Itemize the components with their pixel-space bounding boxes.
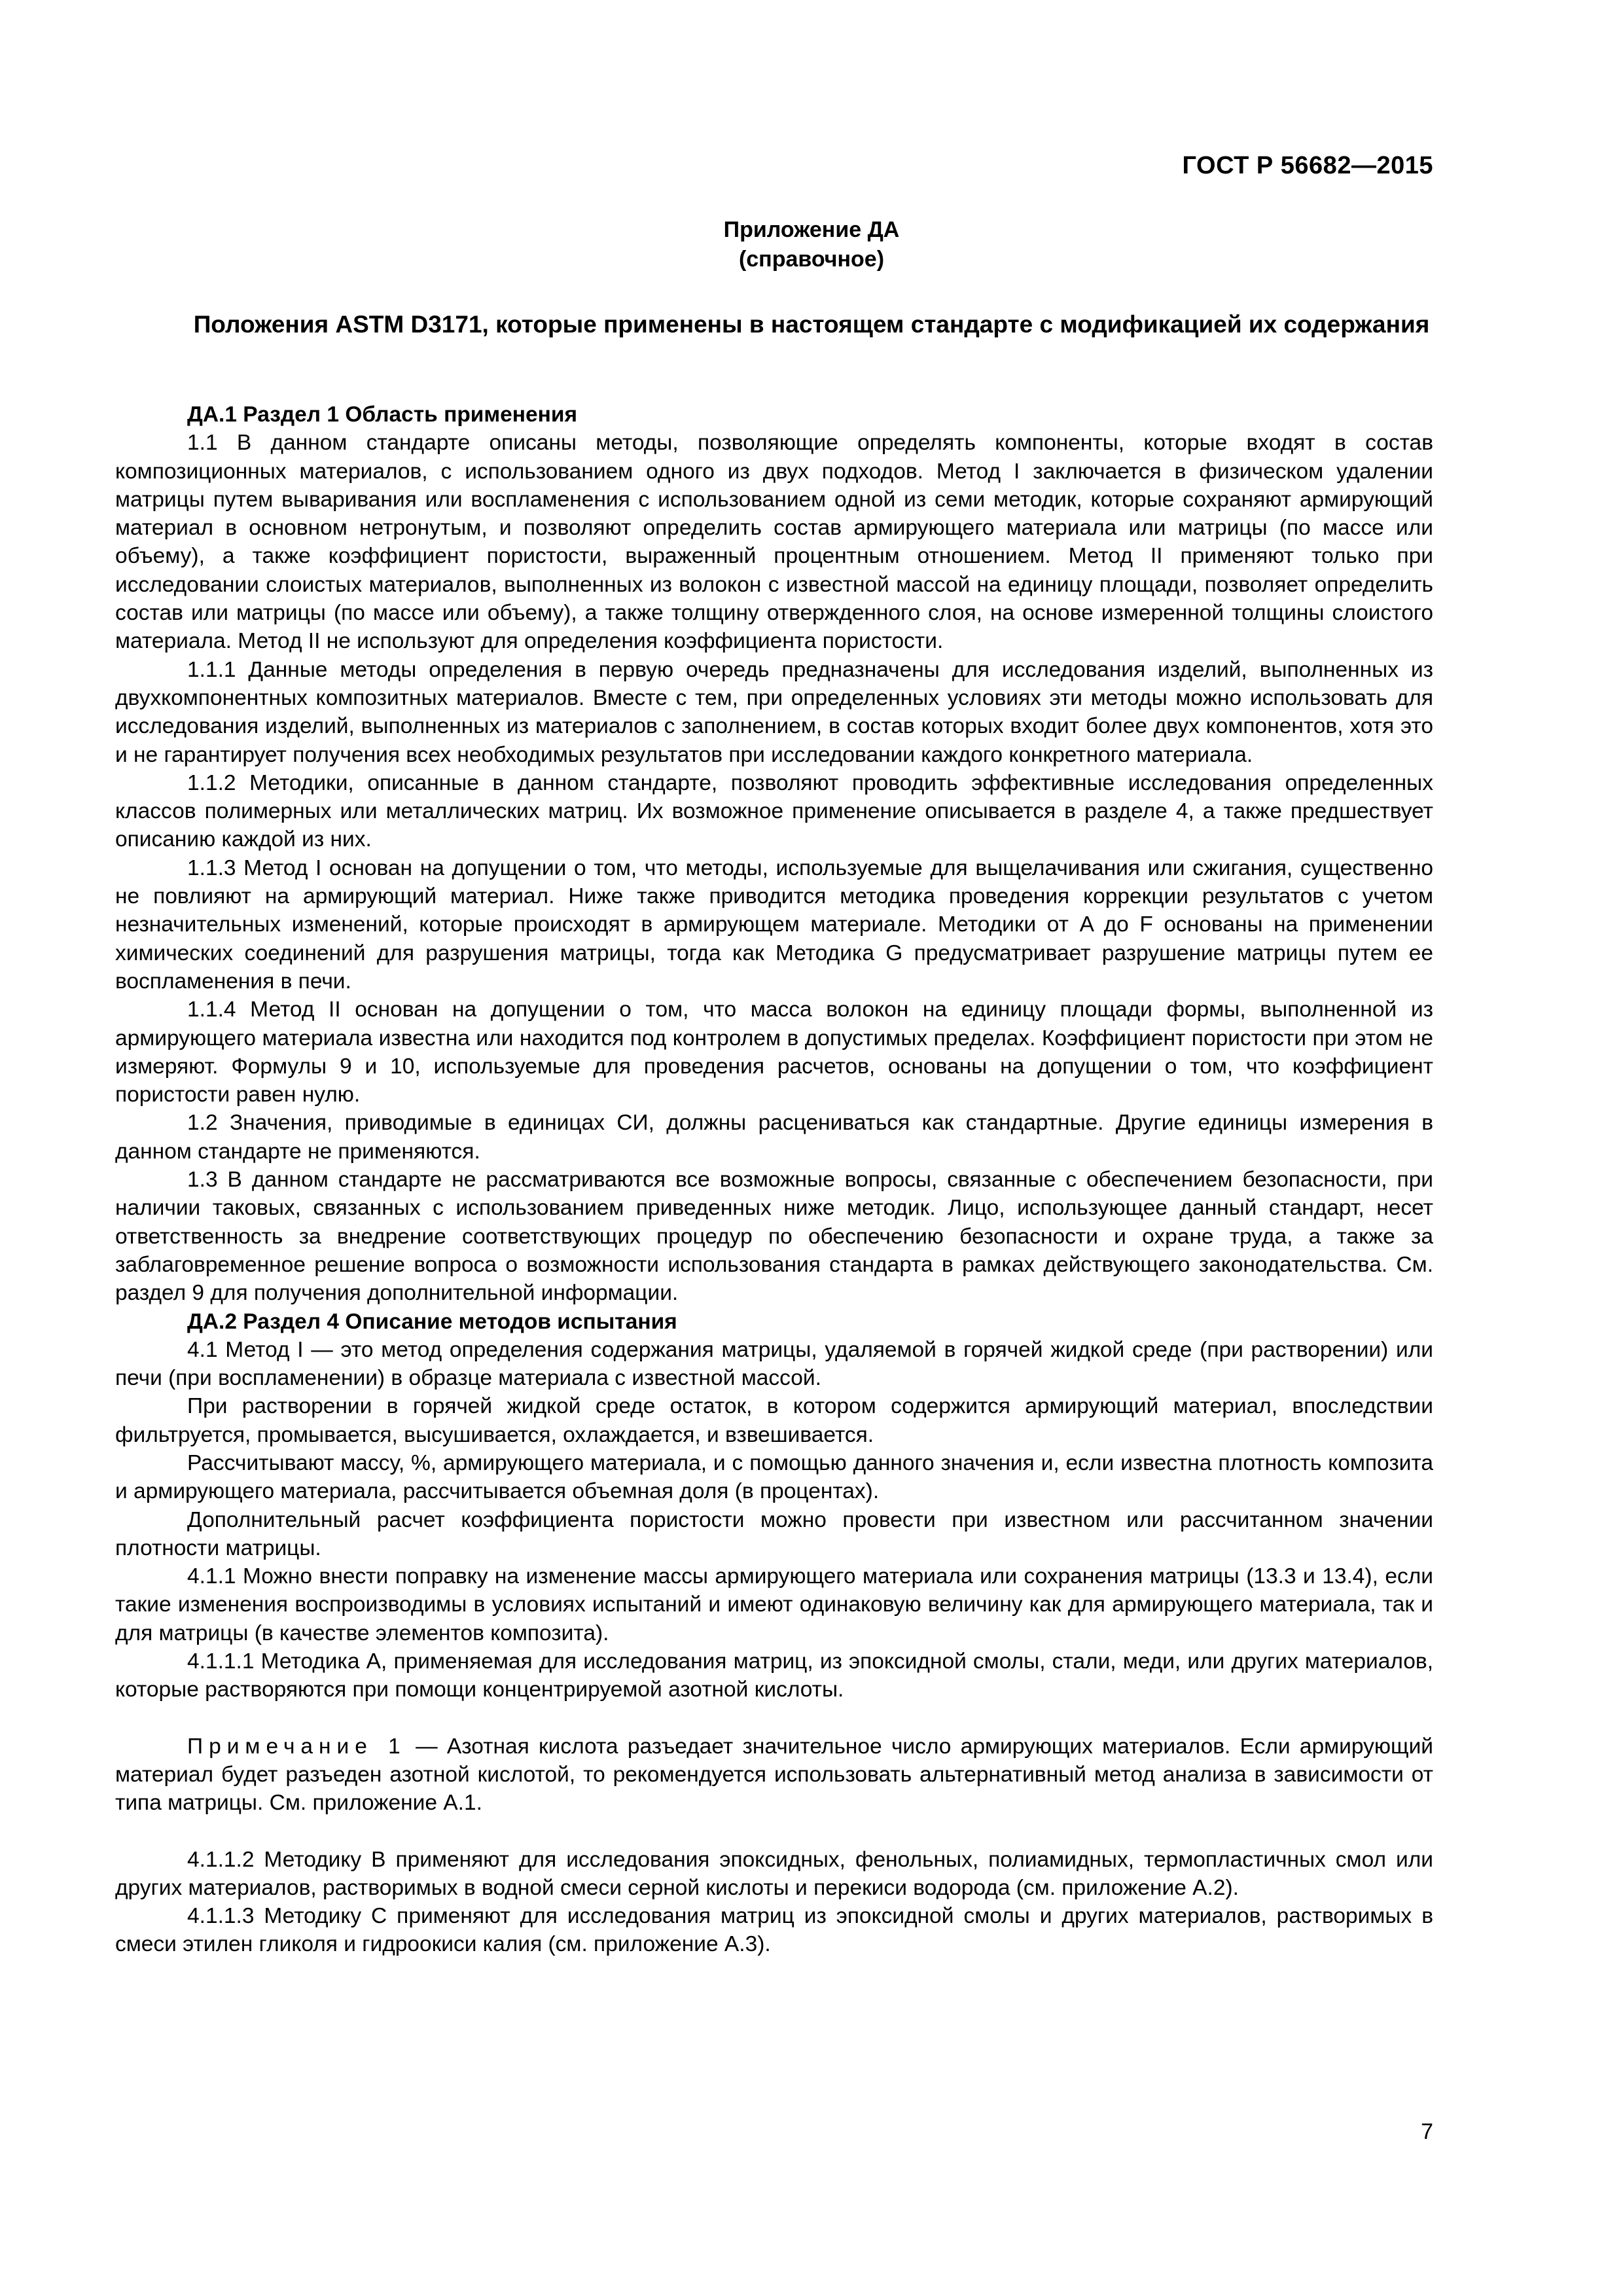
paragraph-4-1-1-3: 4.1.1.3 Методику С применяют для исследования матриц из эпоксидной смолы и других материалов, растворимых в смеси этилен гликоля и гидроокиси калия (см. приложение А.3). [115, 1904, 1433, 1957]
paragraph-4-1-porosity: Дополнительный расчет коэффициента пористости можно провести при известном или рассчитанном значении плотности матрицы. [115, 1507, 1433, 1560]
paragraph-4-1-1: 4.1.1 Можно внести поправку на изменение массы армирующего материала или сохранения матрицы (13.3 и 13.4), если такие изменения воспроизводимы в условиях испытаний и имеют одинаковую величину как для армирующего материала, так и для матрицы (в качестве элементов композита). [115, 1564, 1433, 1645]
paragraph-1-1-4: 1.1.4 Метод II основан на допущении о том, что масса волокон на единицу площади формы, выполненной из армирующего материала известна или находится под контролем в допустимых пределах. Коэффициент пористости при этом не измеряют. Формулы 9 и 10, используемые для проведения расчетов, основаны на допущении о том, что коэффициент пористости равен нулю. [115, 997, 1433, 1107]
page-number: 7 [1421, 2119, 1433, 2144]
paragraph-1-1-3: 1.1.3 Метод I основан на допущении о том, что методы, используемые для выщелачивания или сжигания, существенно не повлияют на армирующий материал. Ниже также приводится методика проведения коррекции результатов с учетом незначительных изменений, которые происходят в армирующем материале. Методики от A до F основаны на применении химических соединений для разрушения матрицы, тогда как Методика G предусматривает разрушение матрицы путем ее воспламенения в печи. [115, 855, 1433, 994]
appendix-title: Положения ASTM D3171, которые применены в настоящем стандарте с модификацией их содержания [193, 311, 1430, 338]
paragraph-1-1: 1.1 В данном стандарте описаны методы, позволяющие определять компоненты, которые входят в состав композиционных материалов, с использованием одного из двух подходов. Метод I заключается в физическом удалении матрицы путем вываривания или воспламенения с использованием одной из семи методик, которые сохраняют армирующий материал в основном нетронутым, и позволяют определить состав армирующего материала или матрицы (по массе или объему), а также коэффициент пористости, выраженный процентным отношением. Метод II применяют только при исследовании слоистых материалов, выполненных из волокон с известной массой на единицу площади, позволяет определить состав или матрицы (по массе или объему), а также толщину отвержденного слоя, на основе измеренной толщины слоистого материала. Метод II не используют для определения коэффициента пористости. [115, 431, 1433, 654]
paragraph-4-1-1-2: 4.1.1.2 Методику В применяют для исследования эпоксидных, фенольных, полиамидных, термопластичных смол или других материалов, растворимых в водной смеси серной кислоты и перекиси водорода (см. приложение А.2). [115, 1847, 1433, 1900]
paragraph-4-1-mass: Рассчитывают массу, %, армирующего материала, и с помощью данного значения и, если известна плотность композита и армирующего материала, рассчитывается объемная доля (в процентах). [115, 1450, 1433, 1504]
section-heading-da2: ДА.2 Раздел 4 Описание методов испытания [187, 1309, 677, 1334]
document-code: ГОСТ Р 56682—2015 [1182, 152, 1433, 179]
appendix-label: Приложение ДА [723, 217, 900, 242]
note-label: Примечание 1 [187, 1734, 406, 1759]
paragraph-4-1-1-1: 4.1.1.1 Методика А, применяемая для исследования матриц, из эпоксидной смолы, стали, меди, или других материалов, которые растворяются при помощи концентрируемой азотной кислоты. [115, 1649, 1433, 1702]
note-text: — Азотная кислота разъедает значительное число армирующих материалов. Если армирующий материал будет разъеден азотной кислотой, то рекомендуется использовать альтернативный метод анализа в зависимости от типа матрицы. См. приложение А.1. [115, 1734, 1433, 1816]
note-1 [115, 1732, 1433, 1818]
paragraph-1-1-1: 1.1.1 Данные методы определения в первую очередь предназначены для исследования изделий, выполненных из двухкомпонентных композитных материалов. Вместе с тем, при определенных условиях эти методы можно использовать для исследования изделий, выполненных из материалов с заполнением, в состав которых входит более двух компонентов, хотя это и не гарантирует получения всех необходимых результатов при исследовании каждого конкретного материала. [115, 657, 1433, 767]
paragraph-1-2: 1.2 Значения, приводимые в единицах СИ, должны расцениваться как стандартные. Другие единицы измерения в данном стандарте не применяются. [115, 1111, 1433, 1164]
paragraph-1-1-2: 1.1.2 Методики, описанные в данном стандарте, позволяют проводить эффективные исследования определенных классов полимерных или металлических матриц. Их возможное применение описывается в разделе 4, а также предшествует описанию каждой из них. [115, 770, 1433, 852]
section-heading-da1: ДА.1 Раздел 1 Область применения [187, 403, 578, 427]
appendix-type: (справочное) [738, 247, 885, 272]
paragraph-4-1-dissolution: При растворении в горячей жидкой среде остаток, в котором содержится армирующий материал, впоследствии фильтруется, промывается, высушивается, охлаждается, и взвешивается. [115, 1394, 1433, 1447]
paragraph-1-3: 1.3 В данном стандарте не рассматриваются все возможные вопросы, связанные с обеспечением безопасности, при наличии таковых, связанных с использованием приведенных ниже методик. Лицо, использующее данный стандарт, несет ответственность за внедрение соответствующих процедур по обеспечению безопасности и охране труда, а также за заблаговременное решение вопроса о возможности использования стандарта в рамках действующего законодательства. См. раздел 9 для получения дополнительной информации. [115, 1168, 1433, 1306]
paragraph-4-1: 4.1 Метод I — это метод определения содержания матрицы, удаляемой в горячей жидкой среде (при растворении) или печи (при воспламенении) в образце материала с известной массой. [115, 1337, 1433, 1391]
document-body [115, 401, 1433, 1959]
